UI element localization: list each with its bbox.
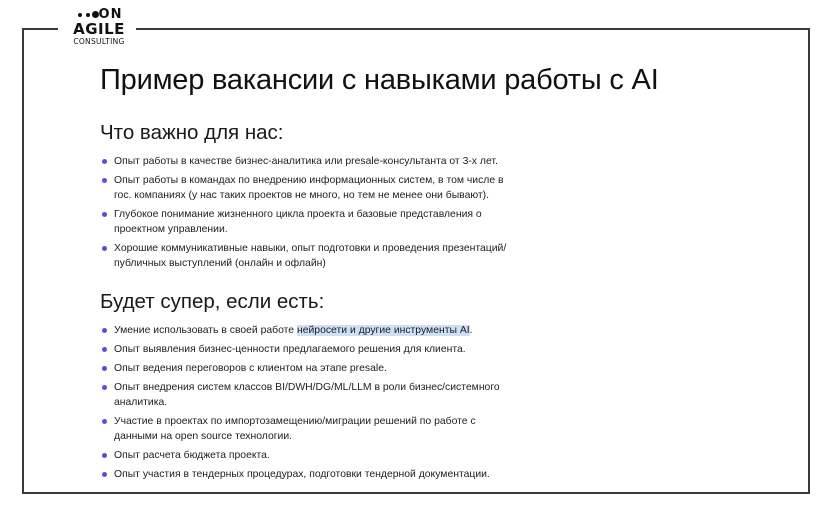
list-item xyxy=(100,154,520,169)
list-item xyxy=(100,361,510,376)
frame-bottom xyxy=(22,492,810,494)
list-item xyxy=(100,342,510,357)
section-heading-nice-to-have: Будет супер, если есть: xyxy=(100,290,325,313)
bullet-icon xyxy=(102,385,107,390)
bullet-icon xyxy=(102,328,107,333)
bullet-icon xyxy=(102,212,107,217)
important-list xyxy=(100,154,520,271)
bullet-icon xyxy=(102,453,107,458)
highlighted-text: нейросети и другие инструменты AI xyxy=(296,325,470,336)
list-item xyxy=(100,414,510,444)
logo-subtitle: CONSULTING xyxy=(73,37,125,46)
bullet-icon xyxy=(102,366,107,371)
logo-dot-icon xyxy=(92,11,99,18)
list-item-text: Хорошие коммуникативные навыки, опыт подготовки и проведения презентаций/публичных выступлений (онлайн и офлайн) xyxy=(114,243,507,269)
company-logo xyxy=(62,8,136,47)
list-item-text: Опыт расчета бюджета проекта. xyxy=(114,450,270,461)
bullet-icon xyxy=(102,159,107,164)
list-item-text: Опыт работы в командах по внедрению информационных систем, в том числе в гос. компаниях (у нас таких проектов не много, но тем не менее они бывают). xyxy=(114,175,504,201)
list-item-text: Опыт выявления бизнес-ценности предлагаемого решения для клиента. xyxy=(114,344,466,355)
list-item-text: Опыт ведения переговоров с клиентом на этапе presale. xyxy=(114,363,387,374)
list-item-text: Опыт внедрения систем классов BI/DWH/DG/ML/LLM в роли бизнес/системного аналитика. xyxy=(114,382,500,408)
bullet-icon xyxy=(102,347,107,352)
logo-dot-icon xyxy=(78,13,82,17)
list-item xyxy=(100,448,510,463)
list-item-text: Опыт работы в качестве бизнес-аналитика или presale-консультанта от 3-х лет. xyxy=(114,156,498,167)
list-item xyxy=(100,207,520,237)
bullet-icon xyxy=(102,472,107,477)
nice-to-have-list xyxy=(100,323,510,482)
list-item xyxy=(100,241,520,271)
bullet-icon xyxy=(102,246,107,251)
logo-dot-icon xyxy=(86,13,90,17)
page-title: Пример вакансии с навыками работы с AI xyxy=(100,64,659,96)
bullet-icon xyxy=(102,178,107,183)
list-item-text: Участие в проектах по импортозамещению/миграции решений по работе с данными на open source технологии. xyxy=(114,416,476,442)
logo-name: AGILE xyxy=(73,20,125,38)
list-item-text: Опыт участия в тендерных процедурах, подготовки тендерной документации. xyxy=(114,469,490,480)
frame-top-right xyxy=(136,28,810,30)
list-item-text: Глубокое понимание жизненного цикла проекта и базовые представления о проектном управлении. xyxy=(114,209,482,235)
list-item-text-end: . xyxy=(469,325,473,336)
list-item xyxy=(100,467,510,482)
frame-right xyxy=(808,28,810,493)
list-item xyxy=(100,380,510,410)
frame-left xyxy=(22,28,24,493)
logo-mark-letter: ON xyxy=(98,7,123,22)
list-item xyxy=(100,323,510,338)
list-item-text: Умение использовать в своей работе xyxy=(114,325,297,336)
bullet-icon xyxy=(102,419,107,424)
section-heading-important: Что важно для нас: xyxy=(100,121,284,144)
frame-top-left xyxy=(22,28,58,30)
list-item xyxy=(100,173,520,203)
